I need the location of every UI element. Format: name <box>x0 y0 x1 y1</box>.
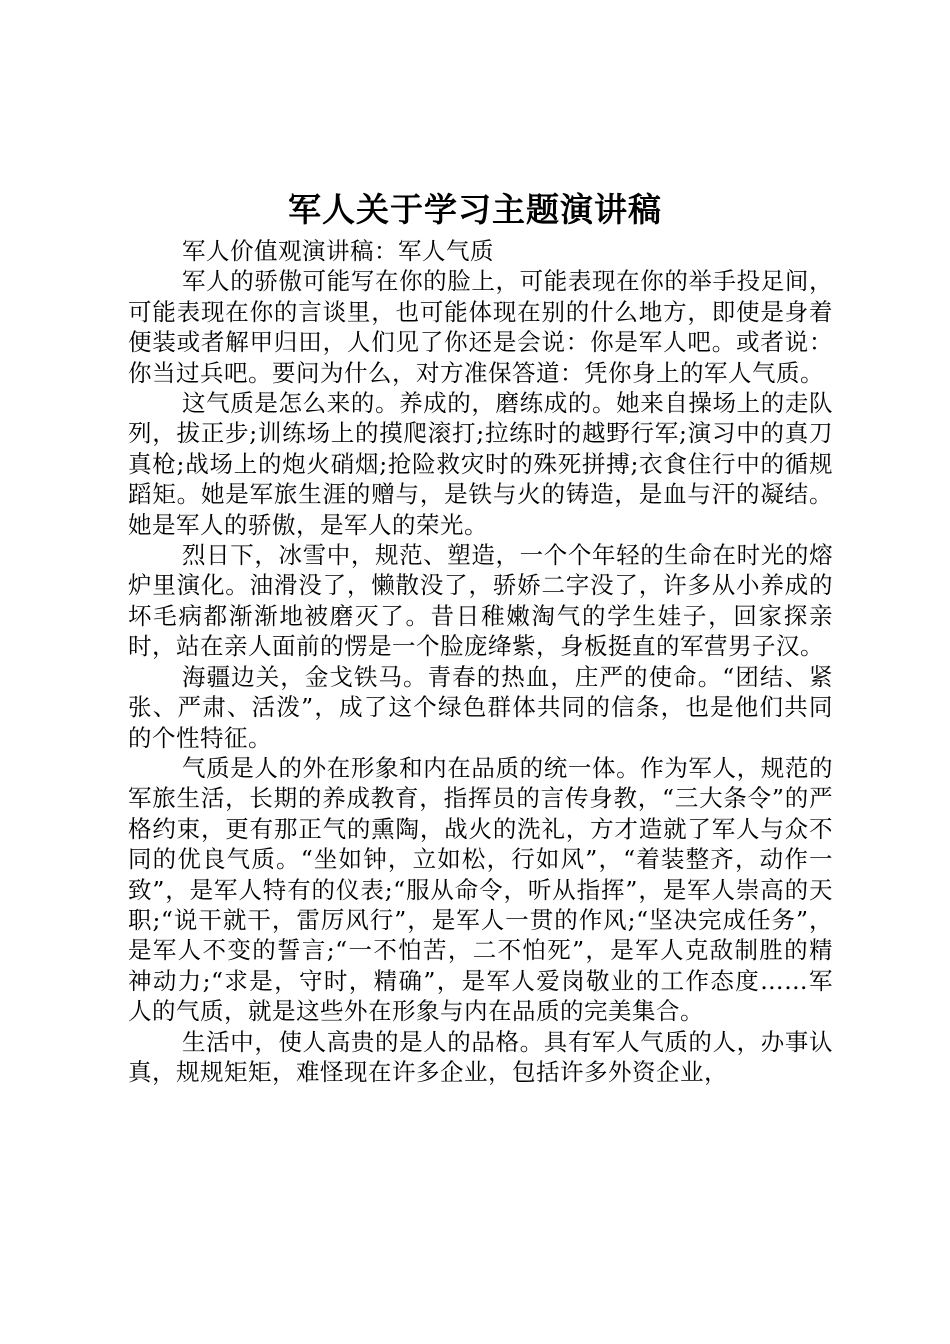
body-paragraph: 军人的骄傲可能写在你的脸上，可能表现在你的举手投足间，可能表现在你的言谈里，也可能体现在别的什么地方，即使是身着便装或者解甲归田，人们见了你还是会说：你是军人吧。或者说：你当过兵吧。要问为什么，对方准保答道：凭你身上的军人气质。 <box>128 267 833 387</box>
document-title: 军人关于学习主题演讲稿 <box>288 190 662 229</box>
body-paragraph: 烈日下，冰雪中，规范、塑造，一个个年轻的生命在时光的熔炉里演化。油滑没了，懒散没了，骄娇二字没了，许多从小养成的坏毛病都渐渐地被磨灭了。昔日稚嫩淘气的学生娃子，回家探亲时，站在亲人面前的愣是一个脸庞绛紫，身板挺直的军营男子汉。 <box>128 541 833 661</box>
subtitle-paragraph: 军人价值观演讲稿：军人气质 <box>182 237 495 265</box>
body-paragraph: 这气质是怎么来的。养成的，磨练成的。她来自操场上的走队列，拔正步;训练场上的摸爬滚打;拉练时的越野行军;演习中的真刀真枪;战场上的炮火硝烟;抢险救灾时的殊死拼搏;衣食住行中的循规蹈矩。她是军旅生涯的赠与，是铁与火的铸造，是血与汗的凝结。她是军人的骄傲，是军人的荣光。 <box>128 389 833 539</box>
body-paragraph: 生活中，使人高贵的是人的品格。具有军人气质的人，办事认真，规规矩矩，难怪现在许多企业，包括许多外资企业， <box>128 1027 833 1086</box>
body-paragraph: 海疆边关，金戈铁马。青春的热血，庄严的使命。“团结、紧张、严肃、活泼”，成了这个绿色群体共同的信条，也是他们共同的个性特征。 <box>128 662 833 752</box>
body-paragraph: 气质是人的外在形象和内在品质的统一体。作为军人，规范的军旅生活，长期的养成教育，指挥员的言传身教，“三大条令”的严格约束，更有那正气的熏陶，战火的洗礼，方才造就了军人与众不同的优良气质。“坐如钟，立如松，行如风”，“着装整齐，动作一致”，是军人特有的仪表;“服从命令，听从指挥”，是军人崇高的天职;“说干就干，雷厉风行”，是军人一贯的作风;“坚决完成任务”，是军人不变的誓言;“一不怕苦，二不怕死”，是军人克敌制胜的精神动力;“求是，守时，精确”，是军人爱岗敬业的工作态度……军人的气质，就是这些外在形象与内在品质的完美集合。 <box>128 753 833 1026</box>
document-body <box>128 236 833 1087</box>
